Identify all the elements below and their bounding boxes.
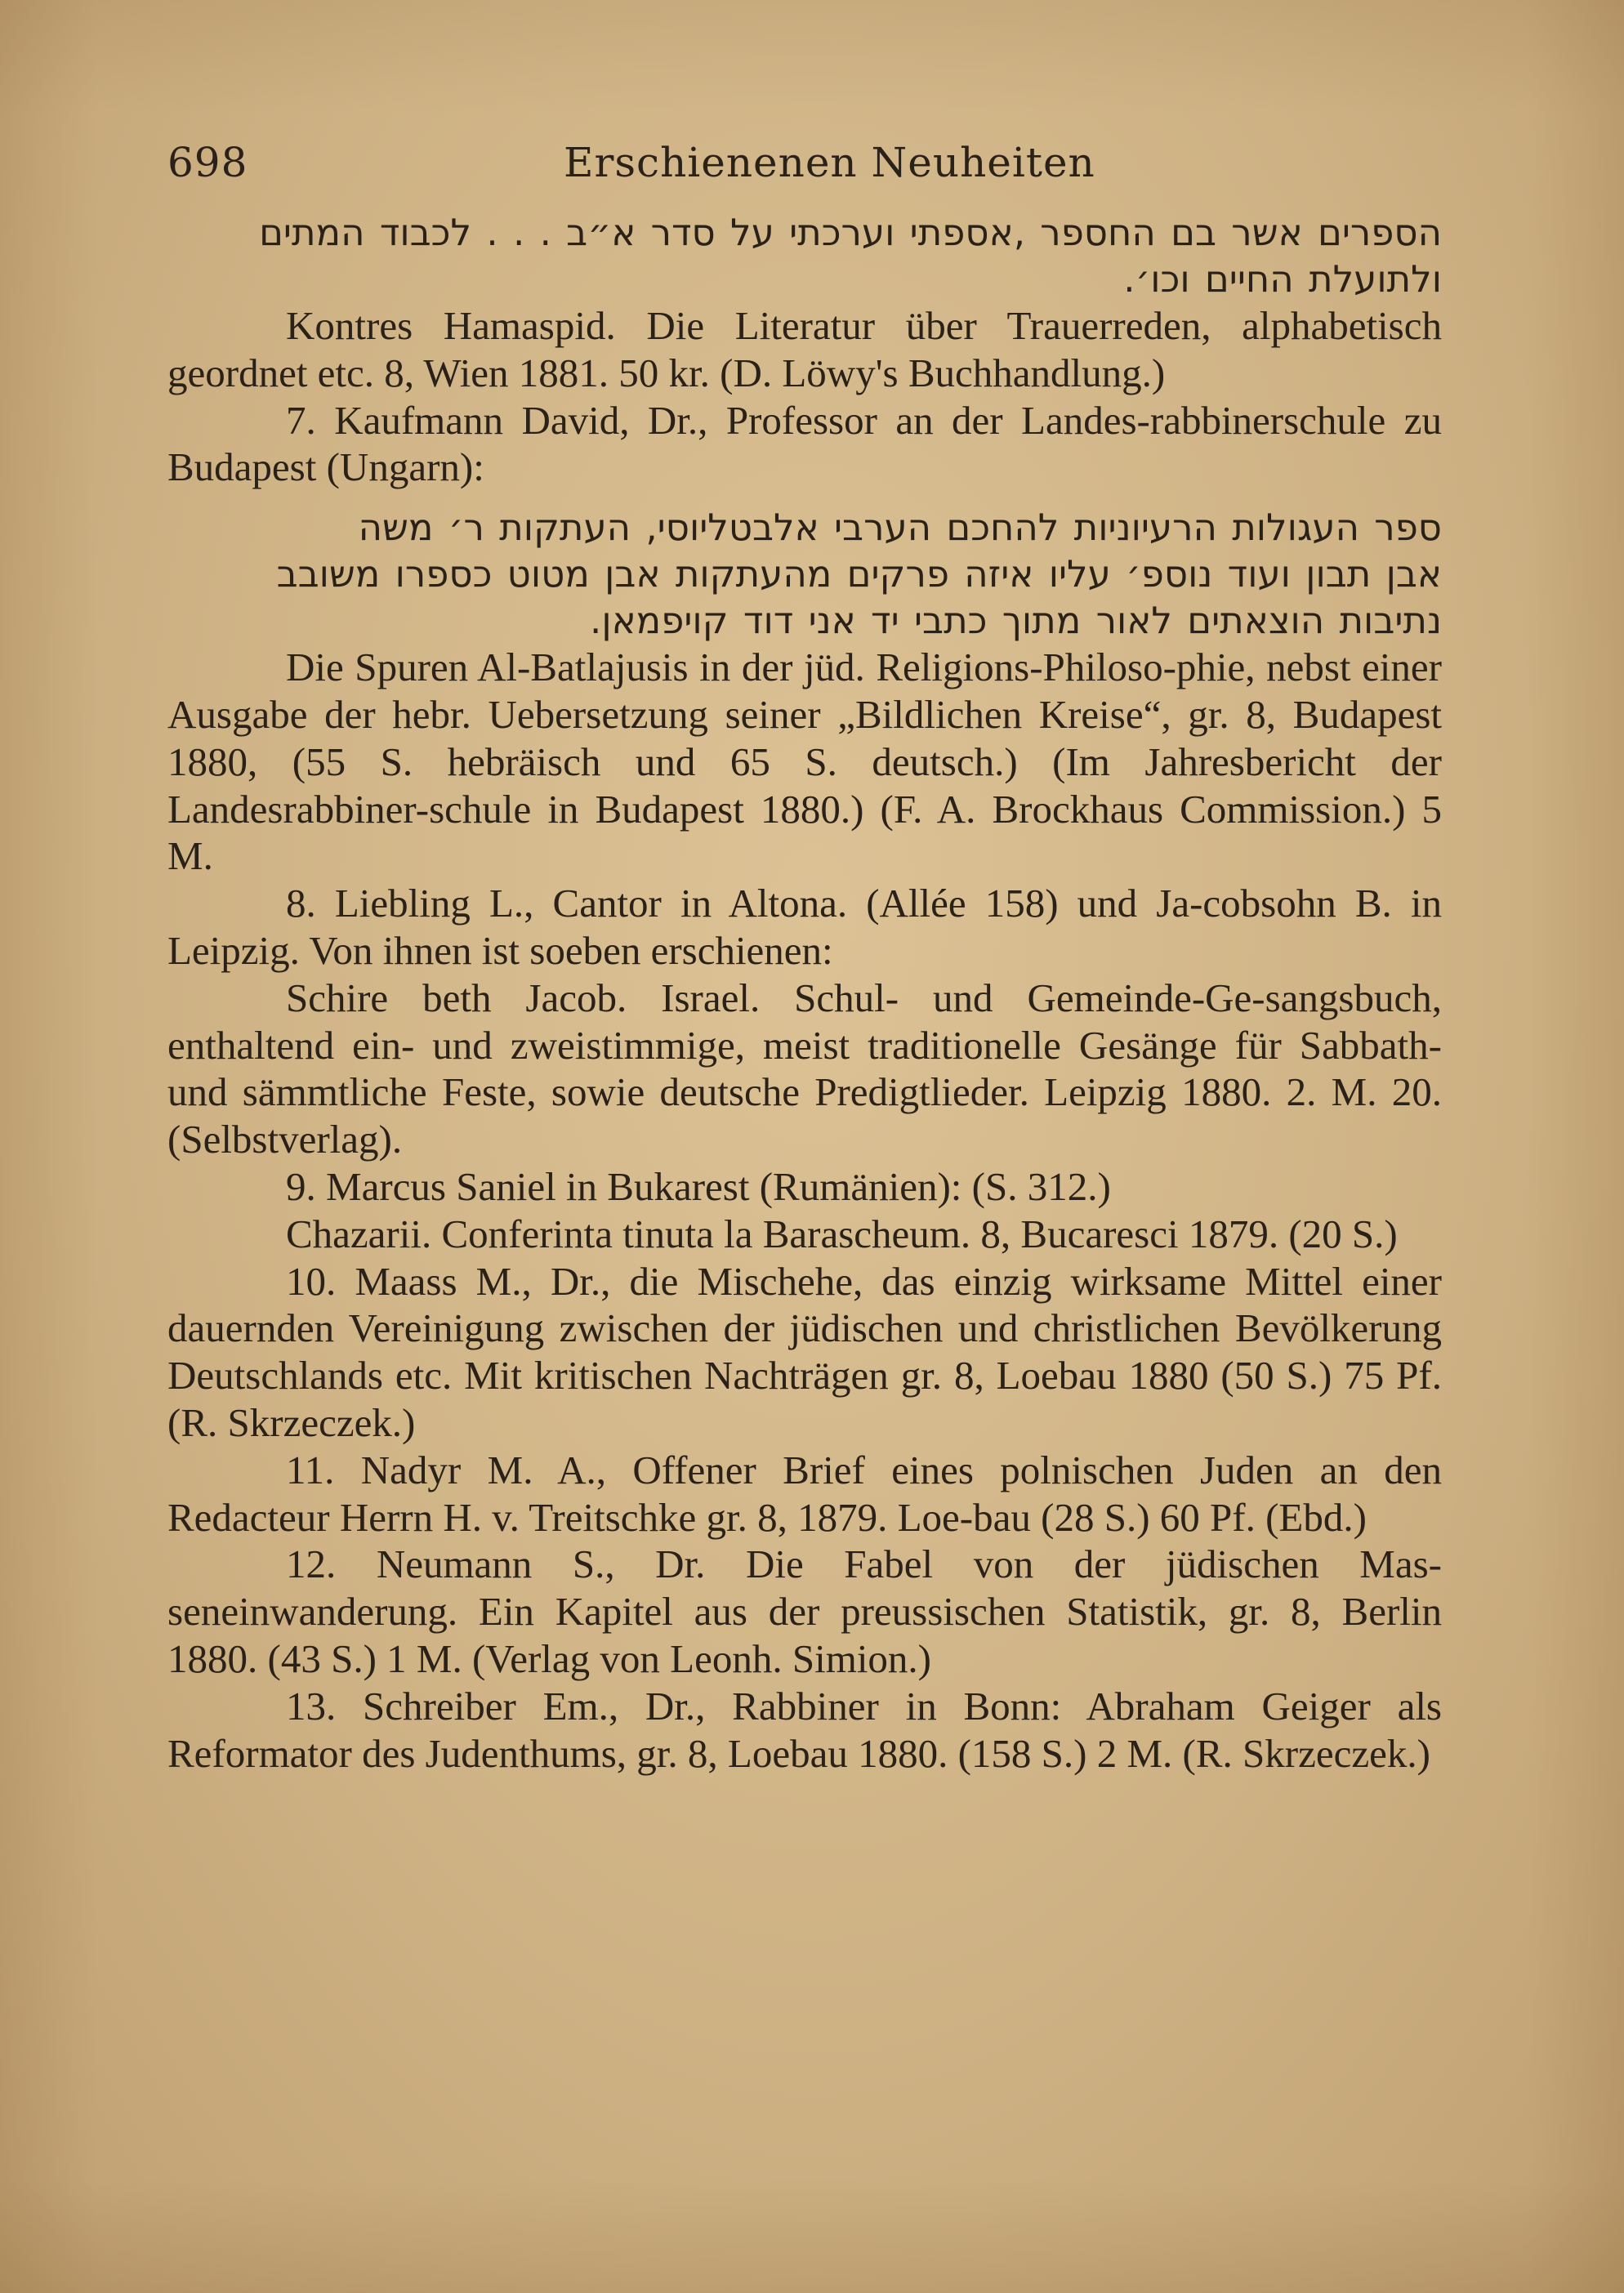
hebrew-line: ספר העגולות הרעיוניות להחכם הערבי אלבטליוסי, העתקות ר׳ משה [358,506,1442,550]
hebrew-title-block-1 [167,209,1458,302]
entry-9-marcus: 9. Marcus Saniel in Bukarest (Rumänien): (S. 312.) [286,1163,1111,1209]
entry-12-neumann: 12. Neumann S., Dr. Die Fabel von der jüdischen Mas-seneinwanderung. Ein Kapitel aus der preussischen Statistik, gr. 8, Berlin 1880. (43 S.) 1 M. (Verlag von Leonh. Simion.) [167,1541,1442,1681]
entry-7-kaufmann: 7. Kaufmann David, Dr., Professor an der Landes-rabbinerschule zu Budapest (Ungarn): [167,397,1442,490]
entry-8-liebling: 8. Liebling L., Cantor in Altona. (Allée 158) und Ja-cobsohn B. in Leipzig. Von ihnen ist soeben erschienen: [167,881,1442,973]
hebrew-line: הספרים אשר בם החספר ,אספתי וערכתי על סדר א״ב . . . לכבוד המתים [259,211,1442,254]
page-content [167,131,1458,1777]
entry-spuren-al-batlajusis: Die Spuren Al-Batlajusis in der jüd. Religions-Philoso-phie, nebst einer Ausgabe der hebr. Uebersetzung seiner „Bildlichen Kreise“, gr. 8, Budapest 1880, (55 S. hebräisch und 65 S. deutsch.) (Im Jahresbericht der Landesrabbiner-schule in Budapest 1880.) (F. A. Brockhaus Commission.) 5 M. [167,645,1442,879]
entry-11-nadyr: 11. Nadyr M. A., Offener Brief eines polnischen Juden an den Redacteur Herrn H. v. Treitschke gr. 8, 1879. Loe-bau (28 S.) 60 Pf. (Ebd.) [167,1447,1442,1540]
entry-chazarii: Chazarii. Conferinta tinuta la Barascheum. 8, Bucaresci 1879. (20 S.) [286,1211,1398,1256]
running-title: Erschienenen Neuheiten [564,139,1095,186]
entry-10-maass: 10. Maass M., Dr., die Mischehe, das einzig wirksame Mittel einer dauernden Vereinigung zwischen der jüdischen und christlichen Bevölkerung Deutschlands etc. Mit kritischen Nachträgen gr. 8, Loebau 1880 (50 S.) 75 Pf. (R. Skrzeczek.) [167,1258,1442,1445]
entry-schire-beth-jacob: Schire beth Jacob. Israel. Schul- und Gemeinde-Ge-sangsbuch, enthaltend ein- und zweistimmige, meist traditionelle Gesänge für Sabbath- und sämmtliche Feste, sowie deutsche Predigtlieder. Leipzig 1880. 2. M. 20. (Selbstverlag). [167,975,1442,1162]
entry-13-schreiber: 13. Schreiber Em., Dr., Rabbiner in Bonn: Abraham Geiger als Reformator des Judenthums, gr. 8, Loebau 1880. (158 S.) 2 M. (R. Skrzeczek.) [167,1683,1442,1776]
page-number: 698 [167,139,248,186]
running-head [167,131,1458,196]
hebrew-line: ולתועלת החיים וכו׳. [1123,257,1442,301]
hebrew-line: אבן תבון ועוד נוספ׳ עליו איזה פרקים מהעתקות אבן מטוט כספרו משובב [276,552,1442,596]
entry-kontres-hamaspid: Kontres Hamaspid. Die Literatur über Trauerreden, alphabetisch geordnet etc. 8, Wien 1881. 50 kr. (D. Löwy's Buchhandlung.) [167,303,1442,395]
hebrew-line: נתיבות הוצאתים לאור מתוך כתבי יד אני דוד קויפמאן. [590,599,1442,643]
hebrew-title-block-2 [167,504,1458,644]
